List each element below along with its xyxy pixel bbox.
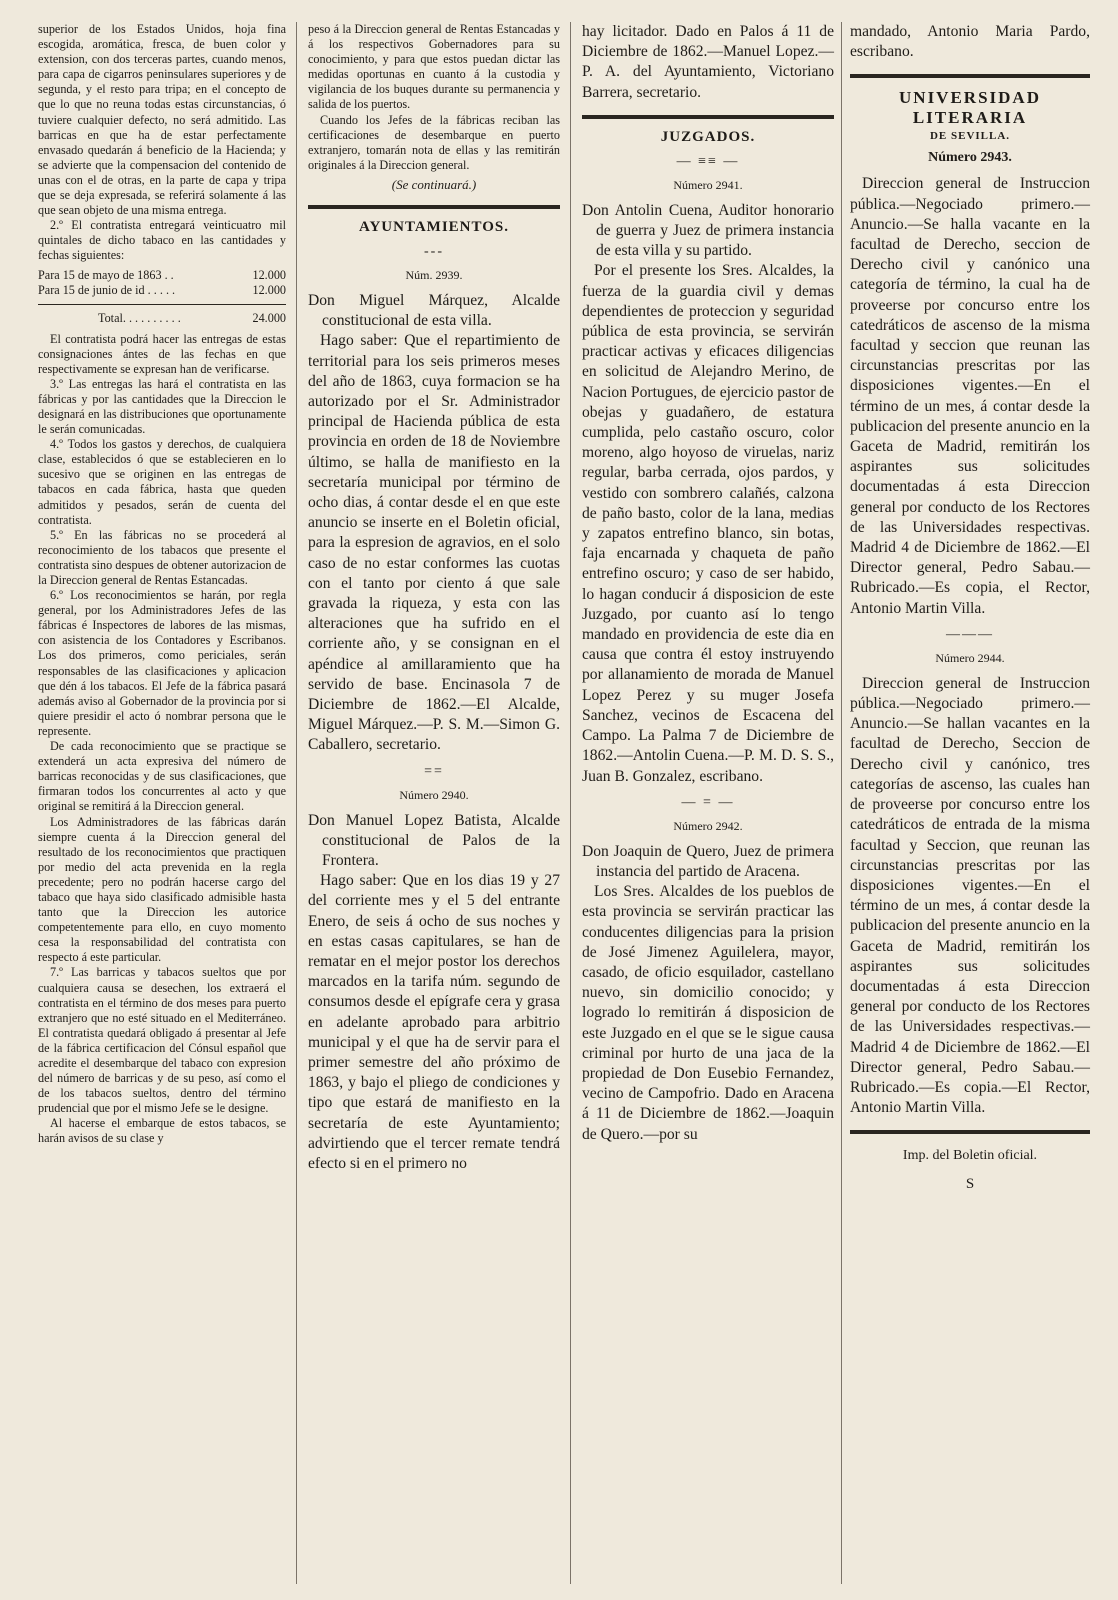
section-divider bbox=[308, 205, 560, 209]
ornament: == bbox=[424, 763, 444, 779]
column-rule bbox=[296, 22, 297, 1584]
column-3 bbox=[582, 22, 834, 1145]
notice-number: Núm. 2939. bbox=[405, 267, 463, 282]
paragraph: 7.º Las barricas y tabacos sueltos que por cualquiera causa se desechen, los extraerá el contratista en el término de dos meses para puerto extranjero que no esté situado en el Mediterráneo. El contratista quedará obligado á presentar al Jefe de la fábrica certificacion del Cónsul español que acredite el desembarque del tabaco con expresion del número de barricas y de su peso, así como el de los tabacos sueltos, dentro del término prudencial que por el mismo Jefe se le designe. bbox=[38, 965, 286, 1116]
paragraph: Al hacerse el embarque de estos tabacos, se harán avisos de su clase y bbox=[38, 1116, 286, 1146]
paragraph: Los Administradores de las fábricas darán siempre cuenta á la Direccion general del resultado de los reconocimientos que practiquen por medio del acta prevenida en la regla precedente; pero no podrán hacerse cargo del tabaco que haya sido clasificado admisible hasta tanto que la Direccion les autorice competentemente para ello, en cuyo momento cesa la responsabilidad del contratista con respecto á este particular. bbox=[38, 814, 286, 965]
section-heading: AYUNTAMIENTOS. bbox=[358, 218, 509, 235]
table-row bbox=[38, 283, 286, 298]
section-heading: UNIVERSIDAD LITERARIA bbox=[899, 88, 1041, 128]
ornament: — = — bbox=[681, 794, 735, 810]
notice-heading: Don Manuel Lopez Batista, Alcalde constitucional de Palos de la Frontera. bbox=[308, 811, 560, 870]
table-cell: Para 15 de junio de id . . . . . bbox=[38, 282, 176, 297]
notice-body: Hago saber: Que en los dias 19 y 27 del corriente mes y el 5 del entrante Enero, de seis á ocho de sus noches y en estas casas capitulares, se han de rematar en el mejor postor los derechos marcados en la tarifa núm. segundo de consumos desde el epígrafe cera y grasa en adelante aprobado para arbitrio municipal y el que ha de servir para el primer semestre del año próximo de 1863, y bajo el pliego de condiciones y tipo que estará de manifiesto en la secretaría de este Ayuntamiento; advirtiendo que el tercer remate tendrá efecto si en el primero no bbox=[308, 872, 560, 1173]
notice-heading: Don Miguel Márquez, Alcalde constitucional de esta villa. bbox=[308, 291, 560, 330]
imprint: Imp. del Boletin oficial. bbox=[902, 1148, 1038, 1164]
paragraph: El contratista podrá hacer las entregas de estas consignaciones ántes de las fechas en que respectivamente se expresan han de verificarse. bbox=[38, 331, 286, 376]
table-total-label: Total. . . . . . . . . . bbox=[98, 310, 181, 325]
ornament: --- bbox=[424, 243, 444, 259]
table-row bbox=[38, 268, 286, 283]
notice-number: Número 2941. bbox=[673, 177, 743, 192]
ornament: ——— bbox=[946, 626, 994, 642]
paragraph: mandado, Antonio Maria Pardo, escribano. bbox=[850, 23, 1090, 61]
notice-number: Número 2944. bbox=[935, 650, 1005, 665]
notice-number: Número 2940. bbox=[399, 787, 469, 802]
table-cell: 12.000 bbox=[252, 267, 286, 282]
continued-note: (Se continuará.) bbox=[391, 176, 477, 192]
paragraph: 6.º Los reconocimientos se harán, por regla general, por los Administradores Jefes de las fábricas é Inspectores de labores de las mismas, con asistencia de los Contadores y Escribanos. Los dos primeros, como periciales, serán responsables de las clasificaciones y aplicacion que dén á los tabacos. El Jefe de la fábrica pasará además aviso al Gobernador de la provincia por si quiere presidir el acto ó nombrar persona que le represente. bbox=[38, 588, 286, 738]
table-total-row bbox=[38, 304, 286, 326]
notice-number: Número 2942. bbox=[673, 818, 743, 833]
notice-number: Número 2943. bbox=[928, 150, 1012, 166]
table-total-value: 24.000 bbox=[252, 310, 286, 325]
page-mark: S bbox=[965, 1176, 975, 1193]
paragraph: peso á la Direccion general de Rentas Estancadas y á los respectivos Gobernadores para su conocimiento, y para que estos puedan dictar las medidas oportunas en cuanto á la custodia y vigilancia de los buques durante su permanencia y salida de los puertos. bbox=[308, 22, 560, 112]
notice-heading: Don Antolin Cuena, Auditor honorario de guerra y Juez de primera instancia de esta villa y su partido. bbox=[582, 201, 834, 260]
section-subheading: DE SEVILLA. bbox=[929, 130, 1011, 143]
column-4 bbox=[850, 22, 1090, 1193]
paragraph: 5.º En las fábricas no se procederá al reconocimiento de los tabacos que presente el contratista sino despues de obtener autorizacion de la Direccion general de Rentas Estancadas. bbox=[38, 527, 286, 587]
column-rule bbox=[570, 22, 571, 1584]
notice-body: Direccion general de Instruccion pública.—Negociado primero.—Anuncio.—Se halla vacante en la facultad de Derecho, seccion de Derecho civil y canónico una categoría de término, la cual ha de proveerse por concurso entre los catedráticos de ascenso de la misma facultad y seccion que reunan las circunstancias prescritas por las disposiciones vigentes.—En el término de un mes, á contar desde la publicacion del presente anuncio en la Gaceta de Madrid, remitirán los aspirantes sus solicitudes documentadas á esta Direccion general por conducto de los Rectores de las Universidades respectivas. Madrid 4 de Diciembre de 1862.—El Director general, Pedro Sabau.—Rubricado.—Es copia, el Rector, Antonio Martin Villa. bbox=[850, 175, 1090, 617]
ornament: — ≡≡ — bbox=[676, 153, 740, 169]
paragraph: 2.º El contratista entregará veinticuatro mil quintales de dicho tabaco en las cantidades y fechas siguientes: bbox=[38, 218, 286, 263]
table-cell: 12.000 bbox=[252, 282, 286, 297]
paragraph: superior de los Estados Unidos, hoja fina escogida, aromática, fresca, de buen color y extension, con dos terceras partes, cuando menos, para capa de cigarros peninsulares superiores y de segunda, y el resto para tripa; en el concepto de que lo que no reuna todas estas circunstancias, ó tuviere cualquier defecto, no será admitido. Las barricas en que ha de estar perfectamente envasado quedarán á beneficio de la Hacienda; y se advierte que la compensacion del contenido de unas con el de otras, en la parte de capa y tripa que se deja expresada, se referirá solamente á las que sean objeto de una misma entrega. bbox=[38, 22, 286, 218]
notice-body: Por el presente los Sres. Alcaldes, la fuerza de la guardia civil y demas dependientes de proteccion y seguridad pública de esta provincia, se servirán practicar activas y eficaces diligencias en solicitud de Alejandro Merino, de Nacion Portugues, de ejercicio pastor de obejas y guadañero, de estatura cumplida, pelo castaño oscuro, color moreno, algo hoyoso de viruelas, nariz regular, barba cerrada, ojos pardos, y vestido con sombrero calañés, calzona de paño basto, color de la lana, medias y zapatos entrefino blanco, sin botas, faja encarnada y chaqueta de paño entrefino oscuro; y caso de ser habido, lo hagan conducir á disposicion de este Juzgado, por cuanto así lo tengo mandado en providencia de este dia en causa que contra él estoy instruyendo por allanamiento de morada de Manuel Lopez Perez y su muger Josefa Sanchez, vecinos de Escacena del Campo. La Palma 7 de Diciembre de 1862.—Antolin Cuena.—P. M. D. S. S., Juan B. Gonzalez, escribano. bbox=[582, 262, 835, 785]
paragraph: hay licitador. Dado en Palos á 11 de Diciembre de 1862.—Manuel Lopez.—P. A. del Ayuntamiento, Victoriano Barrera, secretario. bbox=[582, 23, 834, 101]
table-cell: Para 15 de mayo de 1863 . . bbox=[38, 267, 174, 282]
paragraph: Cuando los Jefes de la fábricas reciban las certificaciones de desembarque en puerto extranjero, tomarán nota de ellas y las remitirán originales á la Direccion general. bbox=[308, 112, 560, 172]
section-divider bbox=[582, 115, 834, 119]
section-heading: JUZGADOS. bbox=[660, 128, 756, 145]
delivery-table bbox=[38, 268, 286, 326]
notice-heading: Don Joaquin de Quero, Juez de primera instancia del partido de Aracena. bbox=[582, 842, 834, 880]
column-rule bbox=[841, 22, 842, 1584]
section-divider bbox=[850, 74, 1090, 78]
section-divider bbox=[850, 1130, 1090, 1134]
column-1 bbox=[38, 22, 286, 1147]
notice-body: Hago saber: Que el repartimiento de territorial para los seis primeros meses del año de 1863, cuya formacion se ha autorizado por el Sr. Administrador principal de Hacienda pública de esta provincia en orden de 18 de Noviembre último, se halla de manifiesto en la secretaría municipal por término de ocho dias, á contar desde el en que este anuncio se inserte en el Boletin oficial, para la espresion de agravios, en el solo caso de no estar conformes las cuotas con el tanto por ciento á que sale gravada la riqueza, y esta con las alteraciones que ha sufrido en el corriente año, y se consignan en el apéndice al amillaramiento que ha servido de base. Encinasola 7 de Diciembre de 1862.—El Alcalde, Miguel Márquez.—P. S. M.—Simon G. Caballero, secretario. bbox=[308, 332, 560, 754]
paragraph: 3.º Las entregas las hará el contratista en las fábricas y por las cantidades que la Direccion le designará en las distribuciones que oportunamente le serán comunicadas. bbox=[38, 376, 286, 437]
notice-body: Direccion general de Instruccion pública.—Negociado primero.—Anuncio.—Se hallan vacantes en la facultad de Derecho, Seccion de Derecho civil y canónico, tres categorías de ascenso, las cuales han de proveerse por concurso entre los catedráticos de entrada de la misma facultad y Seccion, que reunan las circunstancias prescritas por las disposiciones vigentes.—En el término de un mes, á contar desde la publicacion del presente anuncio en la Gaceta de Madrid, remitirán los aspirantes sus solicitudes documentadas á esta Direccion general por conducto de los Rectores de las Universidades respectivas.—Madrid 4 de Diciembre de 1862.—El Director general, Pedro Sabau.—Rubricado.—Es copia.—El Rector, Antonio Martin Villa. bbox=[850, 674, 1090, 1117]
column-2 bbox=[308, 22, 560, 1174]
notice-body: Los Sres. Alcaldes de los pueblos de esta provincia se servirán practicar las conducentes diligencias para la prision de José Jimenez Aguilelera, mayor, casado, de oficio esquilador, castellano nuevo, sin domicilio conocido; y logrado lo remitirán á disposicion de este Juzgado en el que se le sigue causa criminal por hurto de una jaca de la propiedad de Don Eusebio Fernandez, vecino de Campofrio. Dado en Aracena á 11 de Diciembre de 1862.—Joaquin de Quero.—por su bbox=[582, 883, 834, 1143]
paragraph: 4.º Todos los gastos y derechos, de cualquiera clase, establecidos ó que se establecieren en lo sucesivo que se originen en las entregas de tabacos en cada fábrica, hasta que queden admitidos y pesados, serán de cuenta del contratista. bbox=[38, 437, 286, 527]
paragraph: De cada reconocimiento que se practique se extenderá un acta expresiva del número de barricas reconocidas y de sus clasificaciones, que firmaran todos los concurrentes al acto y que original se remitirá á la Direccion general. bbox=[38, 739, 286, 814]
